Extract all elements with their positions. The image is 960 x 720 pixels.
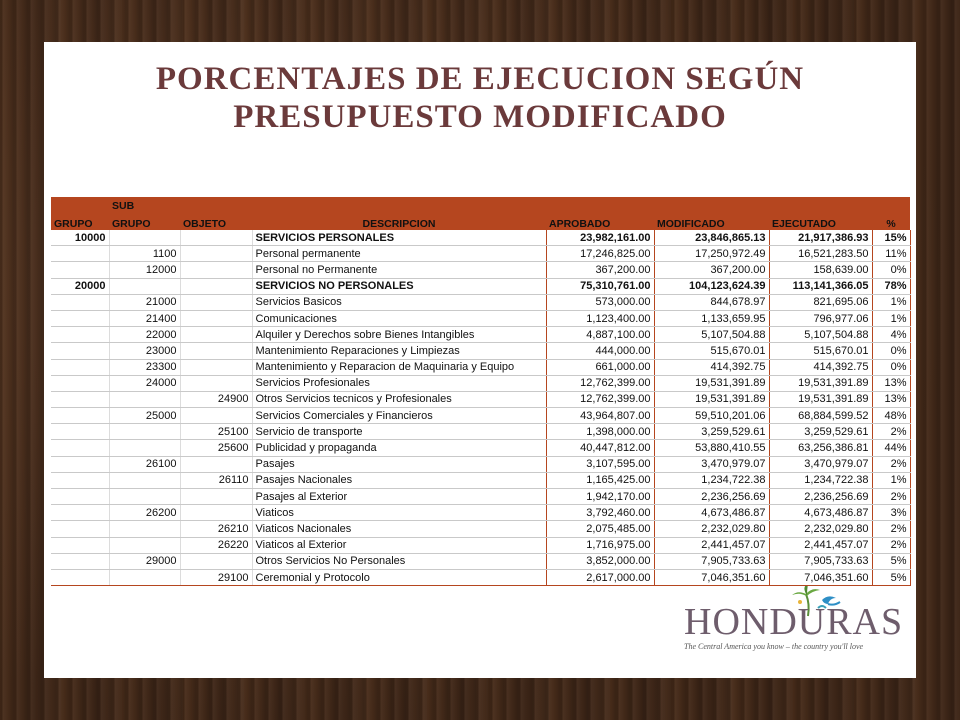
cell-aprobado: 40,447,812.00 xyxy=(546,440,654,456)
header-aprobado: APROBADO xyxy=(546,212,654,230)
cell-aprobado: 3,792,460.00 xyxy=(546,505,654,521)
cell-aprobado: 444,000.00 xyxy=(546,343,654,359)
cell-ejecutado: 21,917,386.93 xyxy=(769,230,872,246)
cell-aprobado: 43,964,807.00 xyxy=(546,408,654,424)
cell-grupo xyxy=(51,489,109,505)
cell-aprobado: 17,246,825.00 xyxy=(546,246,654,262)
cell-objeto xyxy=(180,553,252,569)
cell-aprobado: 1,398,000.00 xyxy=(546,424,654,440)
cell-pct: 44% xyxy=(872,440,910,456)
cell-ejecutado: 2,232,029.80 xyxy=(769,521,872,537)
cell-subgrupo xyxy=(109,489,180,505)
cell-pct: 13% xyxy=(872,375,910,391)
cell-modificado: 2,441,457.07 xyxy=(654,537,769,553)
cell-subgrupo: 26100 xyxy=(109,456,180,472)
cell-aprobado: 2,617,000.00 xyxy=(546,569,654,585)
cell-pct: 1% xyxy=(872,472,910,488)
cell-descripcion: Ceremonial y Protocolo xyxy=(252,569,546,585)
cell-ejecutado: 63,256,386.81 xyxy=(769,440,872,456)
table-row xyxy=(51,278,910,294)
cell-modificado: 367,200.00 xyxy=(654,262,769,278)
cell-aprobado: 4,887,100.00 xyxy=(546,327,654,343)
cell-grupo xyxy=(51,246,109,262)
cell-subgrupo: 22000 xyxy=(109,327,180,343)
cell-grupo xyxy=(51,327,109,343)
cell-ejecutado: 7,046,351.60 xyxy=(769,569,872,585)
cell-grupo xyxy=(51,294,109,310)
table-row xyxy=(51,359,910,375)
cell-descripcion: Mantenimiento Reparaciones y Limpiezas xyxy=(252,343,546,359)
table-row xyxy=(51,553,910,569)
cell-aprobado: 2,075,485.00 xyxy=(546,521,654,537)
cell-modificado: 1,133,659.95 xyxy=(654,310,769,326)
cell-subgrupo: 21000 xyxy=(109,294,180,310)
cell-grupo xyxy=(51,537,109,553)
cell-descripcion: Viaticos Nacionales xyxy=(252,521,546,537)
cell-grupo: 10000 xyxy=(51,230,109,246)
logo-wordmark: HONDURAS xyxy=(684,601,904,643)
table-row xyxy=(51,230,910,246)
cell-subgrupo xyxy=(109,230,180,246)
cell-subgrupo xyxy=(109,391,180,407)
cell-modificado: 7,905,733.63 xyxy=(654,553,769,569)
cell-objeto xyxy=(180,489,252,505)
cell-subgrupo: 25000 xyxy=(109,408,180,424)
cell-objeto xyxy=(180,230,252,246)
cell-descripcion: Viaticos xyxy=(252,505,546,521)
header-subgrupo: GRUPO xyxy=(109,212,180,230)
cell-objeto xyxy=(180,310,252,326)
title-line-1: PORCENTAJES DE EJECUCION SEGÚN xyxy=(155,61,805,97)
cell-subgrupo xyxy=(109,424,180,440)
cell-pct: 5% xyxy=(872,553,910,569)
cell-pct: 2% xyxy=(872,537,910,553)
cell-pct: 3% xyxy=(872,505,910,521)
table-row xyxy=(51,521,910,537)
table-row xyxy=(51,375,910,391)
cell-pct: 11% xyxy=(872,246,910,262)
table-row xyxy=(51,294,910,310)
cell-aprobado: 661,000.00 xyxy=(546,359,654,375)
cell-modificado: 3,259,529.61 xyxy=(654,424,769,440)
cell-objeto: 26220 xyxy=(180,537,252,553)
page-title xyxy=(44,60,916,136)
cell-modificado: 4,673,486.87 xyxy=(654,505,769,521)
cell-grupo xyxy=(51,505,109,521)
cell-objeto xyxy=(180,343,252,359)
cell-subgrupo xyxy=(109,472,180,488)
cell-pct: 1% xyxy=(872,294,910,310)
cell-pct: 2% xyxy=(872,489,910,505)
cell-ejecutado: 19,531,391.89 xyxy=(769,391,872,407)
table-row xyxy=(51,472,910,488)
cell-aprobado: 1,123,400.00 xyxy=(546,310,654,326)
cell-descripcion: Mantenimiento y Reparacion de Maquinaria y Equipo xyxy=(252,359,546,375)
cell-objeto: 26110 xyxy=(180,472,252,488)
cell-ejecutado: 3,259,529.61 xyxy=(769,424,872,440)
header-objeto: OBJETO xyxy=(180,212,252,230)
cell-descripcion: Personal permanente xyxy=(252,246,546,262)
cell-ejecutado: 5,107,504.88 xyxy=(769,327,872,343)
logo-tagline: The Central America you know – the country you'll love xyxy=(684,642,864,651)
table-row xyxy=(51,310,910,326)
cell-subgrupo xyxy=(109,278,180,294)
cell-descripcion: Personal no Permanente xyxy=(252,262,546,278)
table-row xyxy=(51,327,910,343)
cell-subgrupo: 12000 xyxy=(109,262,180,278)
cell-grupo xyxy=(51,440,109,456)
cell-aprobado: 12,762,399.00 xyxy=(546,375,654,391)
cell-modificado: 17,250,972.49 xyxy=(654,246,769,262)
cell-modificado: 2,236,256.69 xyxy=(654,489,769,505)
cell-aprobado: 367,200.00 xyxy=(546,262,654,278)
cell-subgrupo: 26200 xyxy=(109,505,180,521)
cell-pct: 0% xyxy=(872,359,910,375)
header-modificado: MODIFICADO xyxy=(654,212,769,230)
cell-pct: 13% xyxy=(872,391,910,407)
cell-pct: 78% xyxy=(872,278,910,294)
cell-objeto xyxy=(180,278,252,294)
cell-objeto: 26210 xyxy=(180,521,252,537)
cell-modificado: 844,678.97 xyxy=(654,294,769,310)
cell-ejecutado: 821,695.06 xyxy=(769,294,872,310)
cell-subgrupo: 1100 xyxy=(109,246,180,262)
cell-aprobado: 1,716,975.00 xyxy=(546,537,654,553)
cell-subgrupo xyxy=(109,569,180,585)
cell-objeto xyxy=(180,505,252,521)
cell-grupo xyxy=(51,359,109,375)
table-row xyxy=(51,424,910,440)
cell-ejecutado: 16,521,283.50 xyxy=(769,246,872,262)
cell-objeto xyxy=(180,408,252,424)
cell-subgrupo xyxy=(109,521,180,537)
cell-aprobado: 3,107,595.00 xyxy=(546,456,654,472)
cell-grupo xyxy=(51,424,109,440)
cell-aprobado: 573,000.00 xyxy=(546,294,654,310)
cell-pct: 5% xyxy=(872,569,910,585)
cell-ejecutado: 515,670.01 xyxy=(769,343,872,359)
header-empty xyxy=(51,197,109,212)
cell-ejecutado: 414,392.75 xyxy=(769,359,872,375)
table-row xyxy=(51,505,910,521)
cell-objeto: 29100 xyxy=(180,569,252,585)
cell-subgrupo xyxy=(109,537,180,553)
cell-aprobado: 1,165,425.00 xyxy=(546,472,654,488)
cell-descripcion: Pasajes al Exterior xyxy=(252,489,546,505)
cell-aprobado: 1,942,170.00 xyxy=(546,489,654,505)
cell-grupo: 20000 xyxy=(51,278,109,294)
cell-ejecutado: 19,531,391.89 xyxy=(769,375,872,391)
cell-aprobado: 12,762,399.00 xyxy=(546,391,654,407)
cell-ejecutado: 68,884,599.52 xyxy=(769,408,872,424)
cell-grupo xyxy=(51,456,109,472)
cell-objeto: 25100 xyxy=(180,424,252,440)
cell-ejecutado: 1,234,722.38 xyxy=(769,472,872,488)
header-pct: % xyxy=(872,212,910,230)
header-sub: SUB xyxy=(109,197,180,212)
cell-subgrupo: 24000 xyxy=(109,375,180,391)
cell-pct: 0% xyxy=(872,262,910,278)
table-row xyxy=(51,489,910,505)
cell-ejecutado: 4,673,486.87 xyxy=(769,505,872,521)
cell-subgrupo: 21400 xyxy=(109,310,180,326)
cell-ejecutado: 113,141,366.05 xyxy=(769,278,872,294)
cell-ejecutado: 2,236,256.69 xyxy=(769,489,872,505)
table-row xyxy=(51,537,910,553)
title-line-2: PRESUPUESTO MODIFICADO xyxy=(233,99,727,135)
honduras-logo xyxy=(684,586,904,656)
budget-table-container xyxy=(51,197,910,586)
cell-descripcion: Servicio de transporte xyxy=(252,424,546,440)
cell-modificado: 59,510,201.06 xyxy=(654,408,769,424)
cell-modificado: 53,880,410.55 xyxy=(654,440,769,456)
cell-descripcion: Servicios Basicos xyxy=(252,294,546,310)
cell-modificado: 19,531,391.89 xyxy=(654,375,769,391)
header-descripcion: DESCRIPCION xyxy=(252,212,546,230)
cell-modificado: 3,470,979.07 xyxy=(654,456,769,472)
cell-descripcion: SERVICIOS PERSONALES xyxy=(252,230,546,246)
cell-aprobado: 75,310,761.00 xyxy=(546,278,654,294)
cell-aprobado: 3,852,000.00 xyxy=(546,553,654,569)
cell-modificado: 1,234,722.38 xyxy=(654,472,769,488)
cell-descripcion: Servicios Profesionales xyxy=(252,375,546,391)
cell-subgrupo: 29000 xyxy=(109,553,180,569)
cell-pct: 15% xyxy=(872,230,910,246)
header-ejecutado: EJECUTADO xyxy=(769,212,872,230)
cell-objeto: 25600 xyxy=(180,440,252,456)
cell-grupo xyxy=(51,375,109,391)
cell-descripcion: Pasajes Nacionales xyxy=(252,472,546,488)
cell-objeto xyxy=(180,375,252,391)
cell-subgrupo: 23300 xyxy=(109,359,180,375)
cell-descripcion: Alquiler y Derechos sobre Bienes Intangibles xyxy=(252,327,546,343)
cell-modificado: 515,670.01 xyxy=(654,343,769,359)
table-row xyxy=(51,246,910,262)
cell-subgrupo: 23000 xyxy=(109,343,180,359)
budget-table xyxy=(51,197,911,586)
table-row xyxy=(51,343,910,359)
cell-descripcion: Comunicaciones xyxy=(252,310,546,326)
cell-pct: 48% xyxy=(872,408,910,424)
cell-objeto xyxy=(180,246,252,262)
cell-objeto xyxy=(180,294,252,310)
table-row xyxy=(51,262,910,278)
cell-modificado: 7,046,351.60 xyxy=(654,569,769,585)
cell-modificado: 23,846,865.13 xyxy=(654,230,769,246)
cell-descripcion: Publicidad y propaganda xyxy=(252,440,546,456)
cell-subgrupo xyxy=(109,440,180,456)
cell-descripcion: SERVICIOS NO PERSONALES xyxy=(252,278,546,294)
table-row xyxy=(51,391,910,407)
cell-objeto xyxy=(180,327,252,343)
cell-modificado: 19,531,391.89 xyxy=(654,391,769,407)
slide xyxy=(44,42,916,678)
cell-pct: 4% xyxy=(872,327,910,343)
cell-objeto: 24900 xyxy=(180,391,252,407)
cell-ejecutado: 796,977.06 xyxy=(769,310,872,326)
table-row xyxy=(51,440,910,456)
table-row xyxy=(51,569,910,585)
cell-descripcion: Otros Servicios No Personales xyxy=(252,553,546,569)
cell-pct: 2% xyxy=(872,521,910,537)
cell-pct: 2% xyxy=(872,456,910,472)
cell-grupo xyxy=(51,262,109,278)
cell-pct: 0% xyxy=(872,343,910,359)
cell-grupo xyxy=(51,521,109,537)
cell-modificado: 5,107,504.88 xyxy=(654,327,769,343)
cell-pct: 1% xyxy=(872,310,910,326)
cell-modificado: 2,232,029.80 xyxy=(654,521,769,537)
table-row xyxy=(51,456,910,472)
cell-descripcion: Servicios Comerciales y Financieros xyxy=(252,408,546,424)
budget-table-body xyxy=(51,230,910,586)
cell-modificado: 414,392.75 xyxy=(654,359,769,375)
cell-grupo xyxy=(51,569,109,585)
cell-pct: 2% xyxy=(872,424,910,440)
cell-grupo xyxy=(51,553,109,569)
cell-grupo xyxy=(51,310,109,326)
cell-grupo xyxy=(51,391,109,407)
cell-descripcion: Pasajes xyxy=(252,456,546,472)
header-row-top xyxy=(51,197,910,212)
cell-objeto xyxy=(180,359,252,375)
header-row xyxy=(51,212,910,230)
cell-ejecutado: 158,639.00 xyxy=(769,262,872,278)
header-grupo: GRUPO xyxy=(51,212,109,230)
cell-ejecutado: 7,905,733.63 xyxy=(769,553,872,569)
cell-grupo xyxy=(51,343,109,359)
table-row xyxy=(51,408,910,424)
cell-objeto xyxy=(180,262,252,278)
cell-descripcion: Viaticos al Exterior xyxy=(252,537,546,553)
cell-modificado: 104,123,624.39 xyxy=(654,278,769,294)
cell-grupo xyxy=(51,472,109,488)
cell-descripcion: Otros Servicios tecnicos y Profesionales xyxy=(252,391,546,407)
cell-objeto xyxy=(180,456,252,472)
cell-aprobado: 23,982,161.00 xyxy=(546,230,654,246)
cell-ejecutado: 3,470,979.07 xyxy=(769,456,872,472)
cell-grupo xyxy=(51,408,109,424)
cell-ejecutado: 2,441,457.07 xyxy=(769,537,872,553)
